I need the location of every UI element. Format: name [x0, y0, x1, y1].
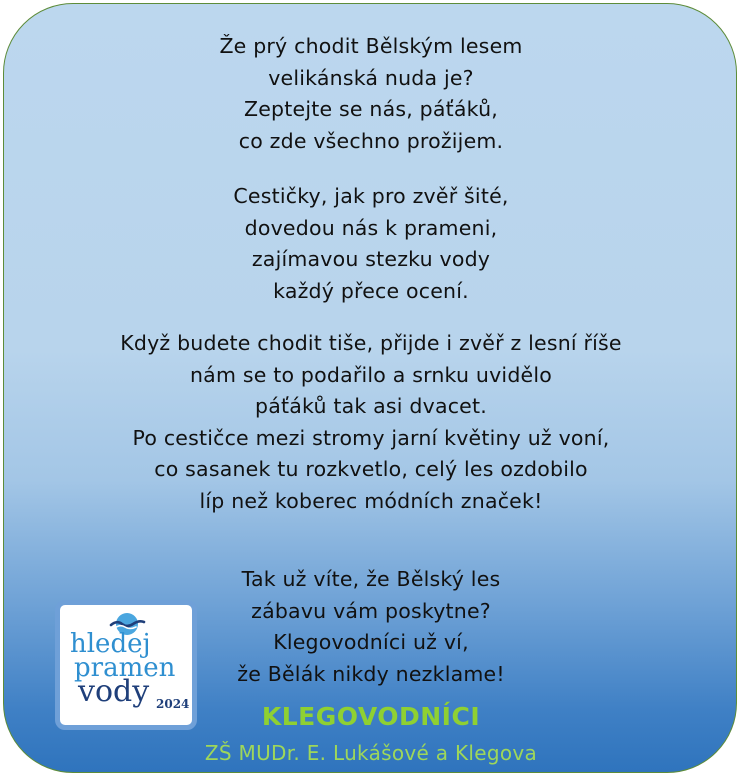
hledej-pramen-vody-logo: [55, 600, 197, 730]
poem-line: Když budete chodit tiše, přijde i zvěř z lesní říše: [120, 331, 622, 355]
poem-line: dovedou nás k prameni,: [244, 215, 498, 240]
poem-line: Tak už víte, že Bělský les: [241, 567, 501, 591]
poem-line: zajímavou stezku vody: [251, 247, 491, 271]
poem-line: páťáků tak asi dvacet.: [255, 394, 487, 418]
poem-stanza-3: [4, 328, 737, 517]
poem-line: co zde všechno prožijem.: [238, 128, 504, 153]
poem-line: co sasanek tu rozkvetlo, celý les ozdobilo: [154, 457, 588, 481]
poem-stanza-1: [4, 31, 737, 157]
logo-word-vody: vody: [78, 674, 150, 709]
poem-line: nám se to podařilo a srnku uvidělo: [189, 362, 552, 387]
logo-year: 2024: [156, 697, 190, 711]
poem-line: Cestičky, jak pro zvěř šité,: [233, 184, 509, 208]
poem-stanza-2: [4, 181, 737, 307]
poem-line: Že prý chodit Bělským lesem: [219, 34, 523, 58]
author-name: KLEGOVODNÍCI: [261, 702, 481, 731]
poem-line: Po cestičce mezi stromy jarní květiny už voní,: [132, 425, 610, 450]
poem-line: Zeptejte se nás, páťáků,: [244, 97, 498, 121]
logo-word-hledej: hledej: [70, 629, 151, 659]
poem-line: každý přece ocení.: [273, 278, 469, 303]
poem-card: [3, 3, 737, 773]
poem-line: zábavu vám poskytne?: [251, 598, 491, 623]
poem-line: velikánská nuda je?: [268, 65, 474, 90]
school-name: ZŠ MUDr. E. Lukášové a Klegova: [204, 741, 538, 765]
poem-line: že Bělák nikdy nezklame!: [237, 661, 505, 686]
poem-line: líp než koberec módních značek!: [199, 488, 543, 513]
logo-word-pramen: pramen: [74, 653, 176, 683]
poem-line: Klegovodníci už ví,: [273, 630, 469, 654]
